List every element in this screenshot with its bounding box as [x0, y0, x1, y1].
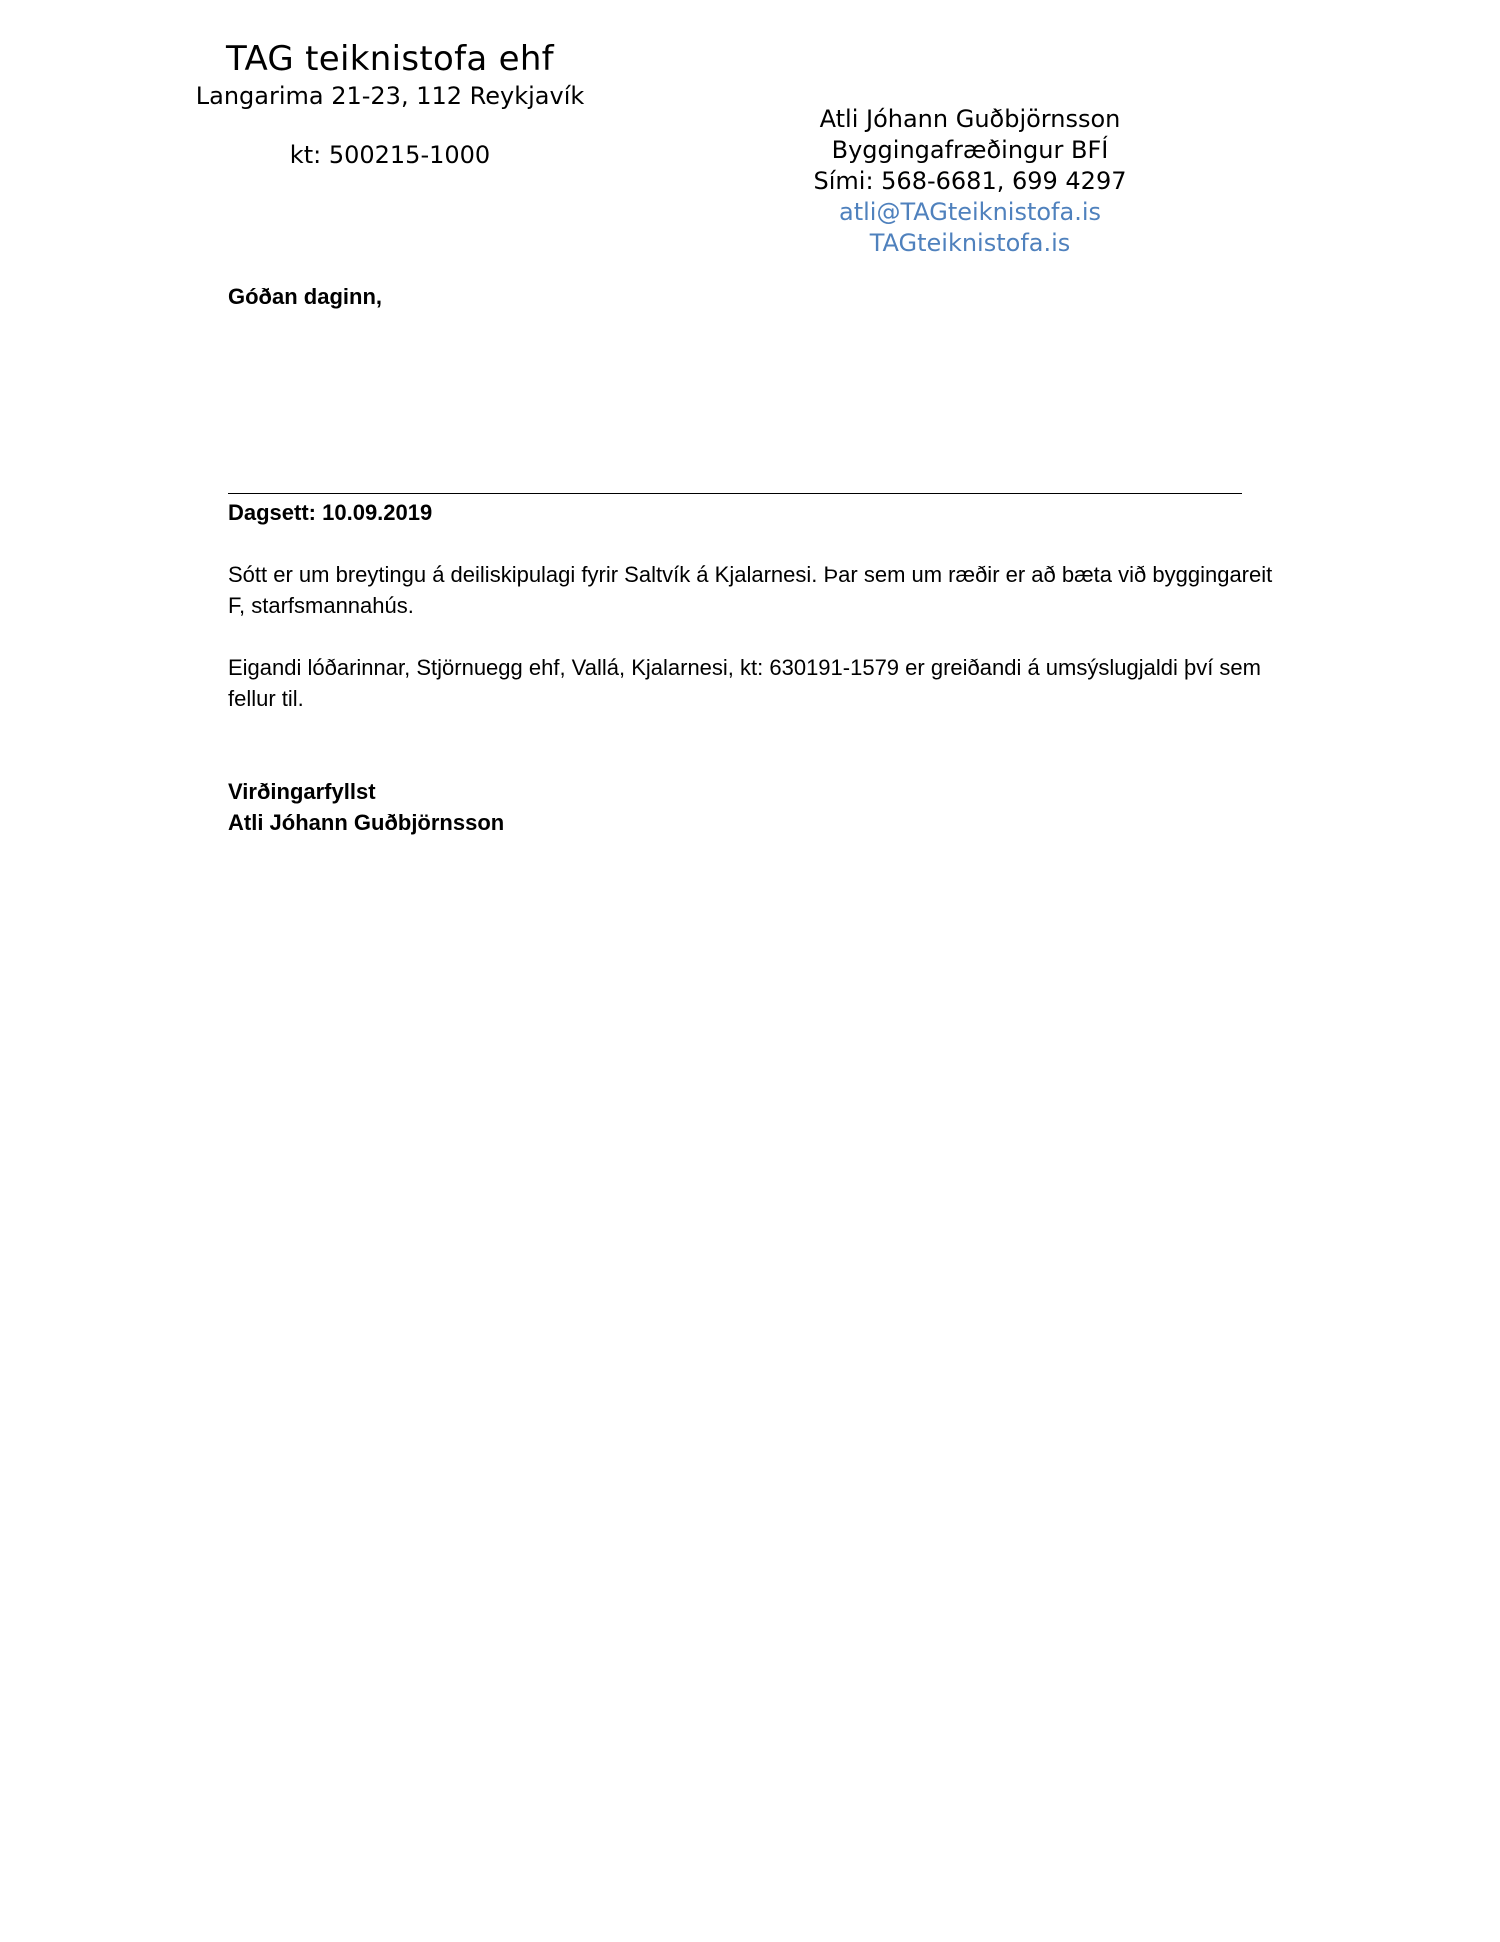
divider-line	[228, 493, 1242, 494]
greeting: Góðan daginn,	[228, 284, 382, 309]
company-name: TAG teiknistofa ehf	[226, 39, 554, 79]
paragraph-2: Eigandi lóðarinnar, Stjörnuegg ehf, Vallá, Kjalarnesi, kt: 630191-1579 er greiðandi á umsýslugjaldi því sem fellur til.	[228, 655, 1261, 711]
contact-title: Byggingafræðingur BFÍ	[831, 136, 1109, 164]
signer-name: Atli Jóhann Guðbjörnsson	[228, 810, 505, 835]
contact-phone: Sími: 568-6681, 699 4297	[813, 167, 1127, 195]
contact-name: Atli Jóhann Guðbjörnsson	[819, 105, 1121, 133]
date-line: Dagsett: 10.09.2019	[228, 500, 433, 525]
contact-email-link[interactable]: atli@TAGteiknistofa.is	[838, 198, 1102, 226]
contact-block	[760, 104, 1180, 259]
paragraph-1: Sótt er um breytingu á deiliskipulagi fyrir Saltvík á Kjalarnesi. Þar sem um ræðir er að bæta við byggingareit F, starfsmannahús.	[228, 562, 1273, 618]
company-address: Langarima 21-23, 112 Reykjavík	[195, 82, 585, 110]
closing: Virðingarfyllst	[228, 779, 376, 804]
contact-website-link[interactable]: TAGteiknistofa.is	[869, 229, 1071, 257]
company-kt: kt: 500215-1000	[289, 141, 491, 169]
company-letterhead	[190, 38, 590, 171]
